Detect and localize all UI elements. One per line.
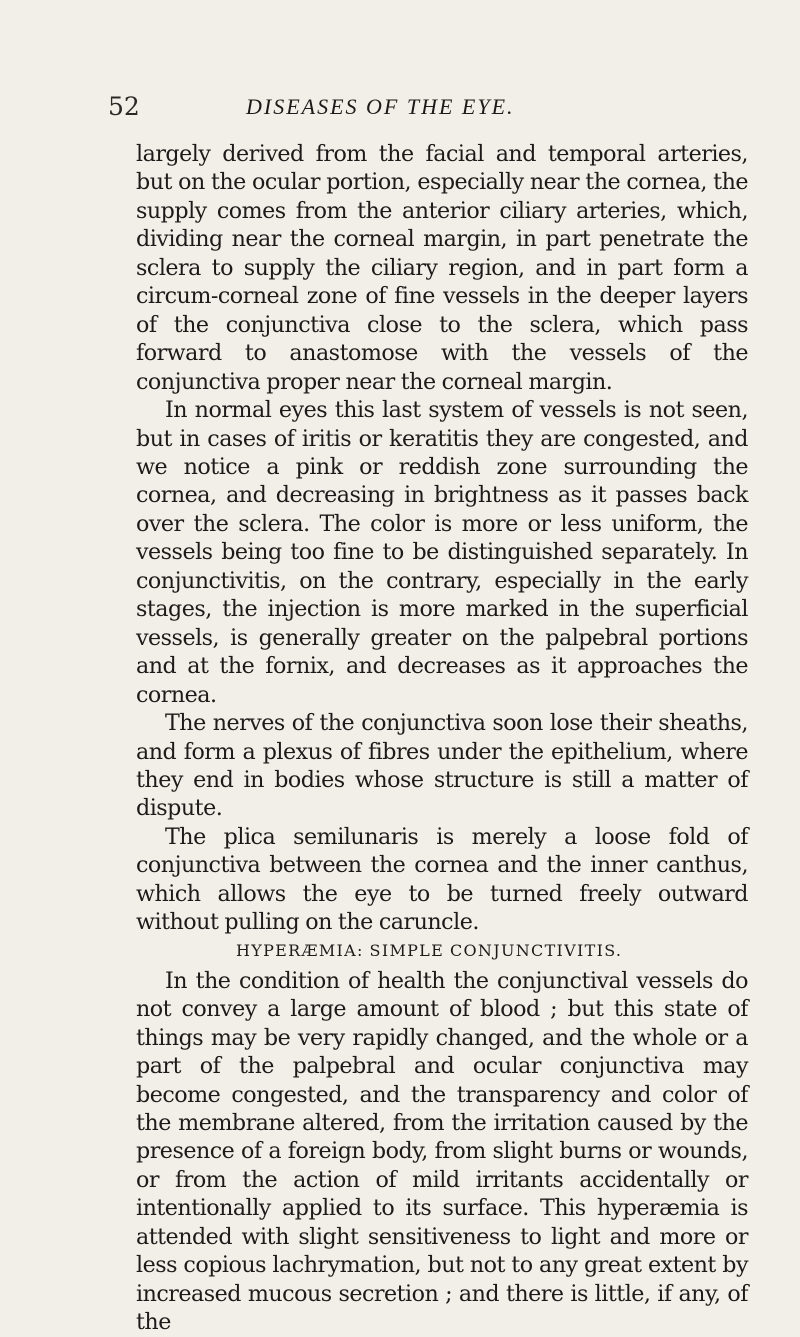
- paragraph-circum-corneal-injection: In normal eyes this last system of vessels is not seen, but in cases of iritis or keratitis they are congested, and we notice a pink or reddish zone surrounding the cornea, and decreasing in brightness as it passes back over the sclera. The color is more or less uniform, the vessels being too fine to be distinguished separately. In conjunctivitis, on the contrary, especially in the early stages, the injection is more marked in the superficial vessels, is generally greater on the palpebral portions and at the fornix, and decreases as it approaches the cornea.: [136, 397, 748, 708]
- running-head: [108, 92, 708, 124]
- paragraph-continued: largely derived from the facial and temporal arteries, but on the ocular portion, especially near the cornea, the supply comes from the anterior ciliary arteries, which, dividing near the corneal margin, in part penetrate the sclera to supply the ciliary region, and in part form a circum-corneal zone of fine vessels in the deeper layers of the conjunctiva close to the sclera, which pass forward to anastomose with the vessels of the conjunctiva proper near the corneal margin.: [136, 141, 748, 395]
- paragraph-plica-semilunaris: The plica semilunaris is merely a loose fold of conjunctiva between the cornea and the inner canthus, which allows the eye to be turned freely outward without pulling on the caruncle.: [136, 823, 748, 936]
- body-text: [136, 140, 748, 1337]
- running-title: DISEASES OF THE EYE.: [246, 94, 515, 119]
- paragraph-nerves: The nerves of the conjunctiva soon lose their sheaths, and form a plexus of fibres under the epithelium, where they end in bodies whose structure is still a matter of dispute.: [136, 710, 748, 822]
- paragraph-hyperaemia: In the condition of health the conjunctival vessels do not convey a large amount of blood ; but this state of things may be very rapidly changed, and the whole or a part of the palpebral and ocular conjunctiva may become congested, and the transparency and color of the membrane altered, from the irritation caused by the presence of a foreign body, from slight burns or wounds, or from the action of mild irritants accidentally or intentionally applied to its surface. This hyperæmia is attended with slight sensitiveness to light and more or less copious lachrymation, but not to any great extent by increased mucous secretion ; and there is little, if any, of the: [136, 967, 748, 1336]
- section-heading: HYPERÆMIA: SIMPLE CONJUNCTIVITIS.: [236, 940, 623, 960]
- page-number: 52: [108, 92, 140, 121]
